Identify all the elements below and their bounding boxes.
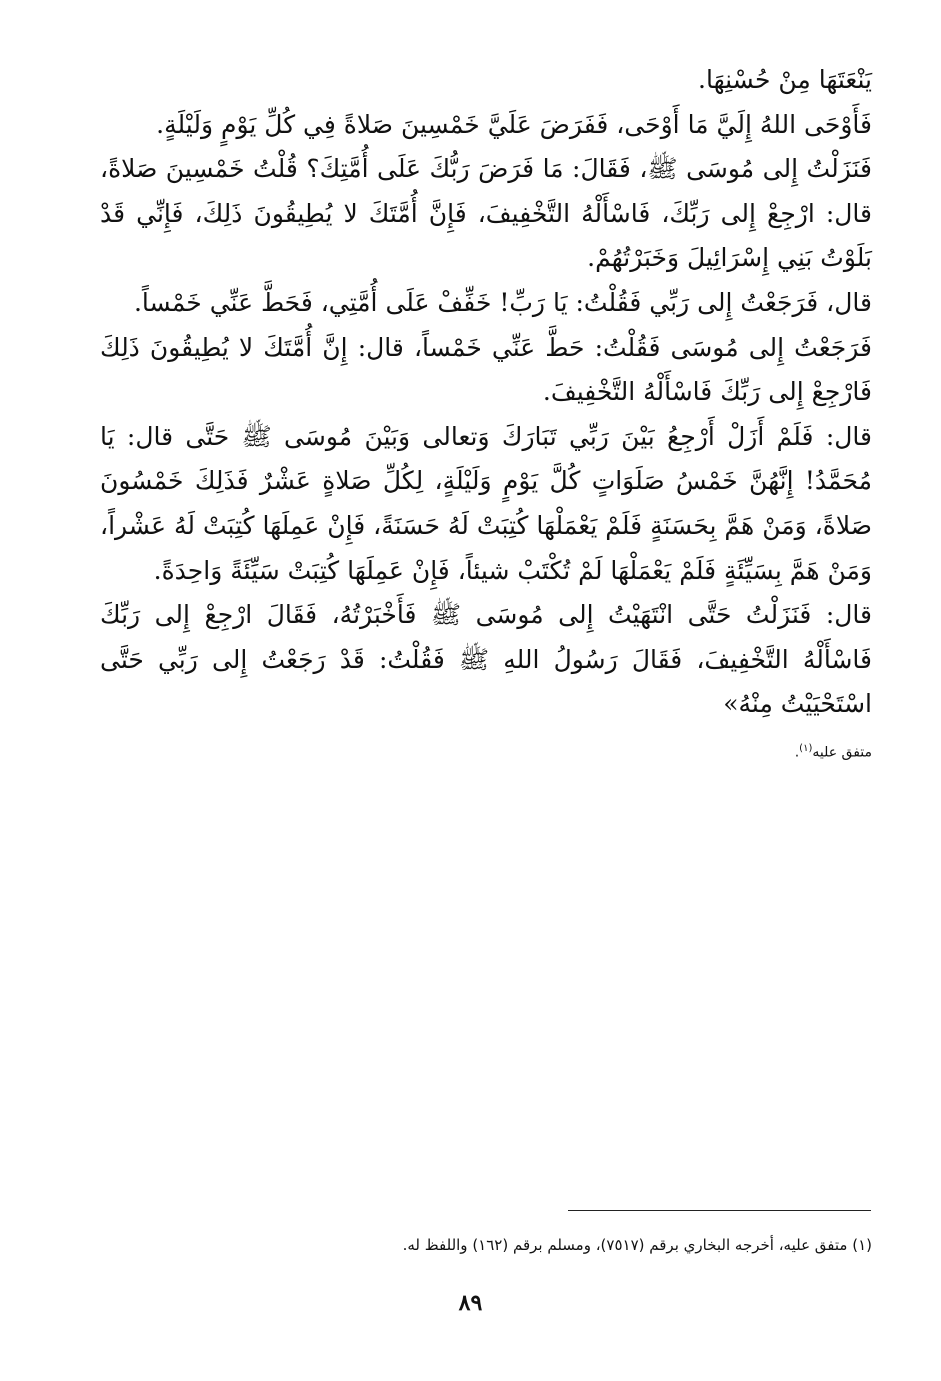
footnote-reference[interactable]: (١) xyxy=(799,742,813,754)
paragraph: فَرَجَعْتُ إِلى مُوسَى فَقُلْتُ: حَطَّ عَنِّي خَمْساً، قال: إِنَّ أُمَّتَكَ لا يُطِيقُونَ ذَلِكَ فَارْجِعْ إِلى رَبِّكَ فَاسْأَلْهُ التَّخْفِيفَ. xyxy=(100,332,872,407)
paragraph: يَنْعَتَهَا مِنْ حُسْنِهَا. xyxy=(698,65,872,94)
paragraph: قال، فَرَجَعْتُ إِلى رَبِّي فَقُلْتُ: يَا رَبِّ! خَفِّفْ عَلَى أُمَّتِي، فَحَطَّ عَنِّي خَمْساً. xyxy=(133,287,872,317)
attribution xyxy=(100,735,872,767)
footnote: (١) متفق عليه، أخرجه البخاري برقم (٧٥١٧)، ومسلم برقم (١٦٢) واللفظ له. xyxy=(402,1236,872,1254)
hadith-text xyxy=(100,58,872,767)
paragraph: فَأَوْحَى اللهُ إِلَيَّ مَا أَوْحَى، فَفَرَضَ عَلَيَّ خَمْسِينَ صَلاةً فِي كُلِّ يَوْمٍ وَلَيْلَةٍ. xyxy=(156,109,872,139)
attribution-text: متفق عليه xyxy=(812,744,872,761)
paragraph: قال: فَنَزَلْتُ حَتَّى انْتَهَيْتُ إِلى مُوسَى ﷺ فَأَخْبَرْتُهُ، فَقَالَ ارْجِعْ إِلى رَبِّكَ فَاسْأَلْهُ التَّخْفِيفَ، فَقَالَ رَسُولُ اللهِ ﷺ فَقُلْتُ: قَدْ رَجَعْتُ إِلى رَبِّي حَتَّى اسْتَحْيَيْتُ مِنْهُ» xyxy=(100,600,872,719)
paragraph: فَنَزَلْتُ إِلى مُوسَى ﷺ، فَقَالَ: مَا فَرَضَ رَبُّكَ عَلَى أُمَّتِكَ؟ قُلْتُ خَمْسِينَ صَلاةً، قال: ارْجِعْ إِلى رَبِّكَ، فَاسْأَلْهُ التَّخْفِيفَ، فَإِنَّ أُمَّتَكَ لا يُطِيقُونَ ذَلِكَ، فَإِنِّي قَدْ بَلَوْتُ بَنِي إِسْرَائِيلَ وَخَبَرْتُهُمْ. xyxy=(100,154,872,273)
paragraph: قال: فَلَمْ أَزَلْ أَرْجِعُ بَيْنَ رَبِّي تَبَارَكَ وَتعالى وَبَيْنَ مُوسَى ﷺ حَتَّى قال: يَا مُحَمَّدُ! إِنَّهُنَّ خَمْسُ صَلَوَاتٍ كُلَّ يَوْمٍ وَلَيْلَةٍ، لِكُلِّ صَلاةٍ عَشْرٌ فَذَلِكَ خَمْسُونَ صَلاةً، وَمَنْ هَمَّ بِحَسَنَةٍ فَلَمْ يَعْمَلْهَا كُتِبَتْ لَهُ حَسَنَةً، فَإِنْ عَمِلَهَا كُتِبَتْ لَهُ عَشْراً، وَمَنْ هَمَّ بِسَيِّئَةٍ فَلَمْ يَعْمَلْهَا لَمْ تُكْتَبْ شيئاً، فَإِنْ عَمِلَهَا كُتِبَتْ سَيِّئَةً وَاحِدَةً. xyxy=(100,421,872,585)
attribution-period: . xyxy=(794,744,800,761)
page-number: ٨٩ xyxy=(458,1290,483,1316)
footnote-divider xyxy=(568,1210,871,1211)
